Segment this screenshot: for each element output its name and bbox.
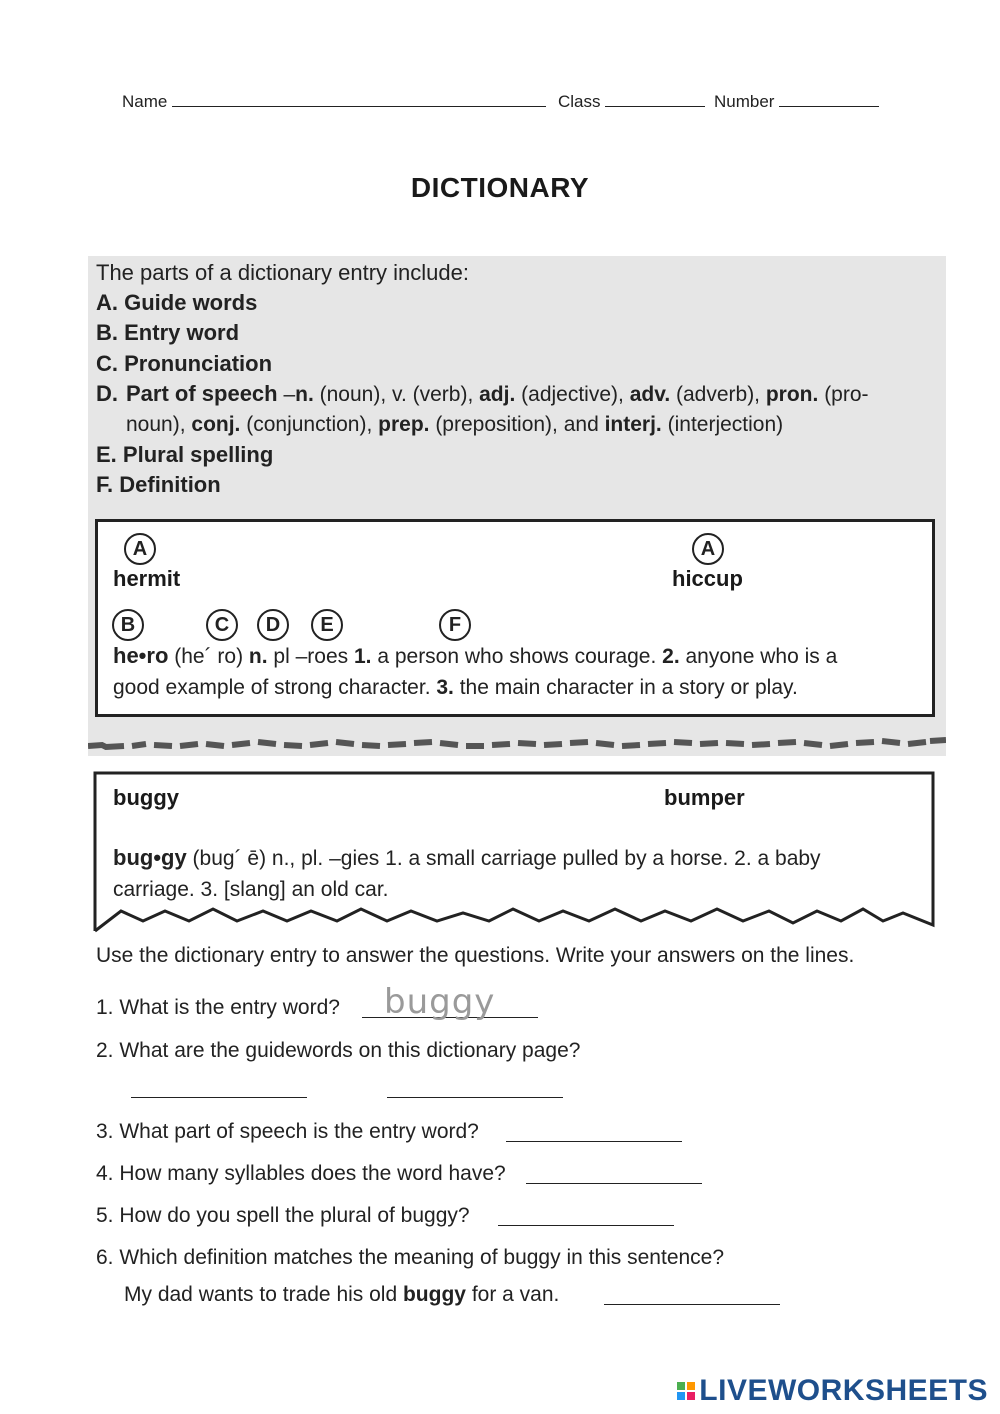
marker-e: E (311, 609, 343, 641)
marker-d: D (257, 609, 289, 641)
marker-b: B (112, 609, 144, 641)
hero-definition: he•ro (he´ ro) n. pl –roes 1. a person who shows courage. 2. anyone who is a good example of strong character. 3. the main character in a story or play. (113, 643, 838, 699)
guide-word-right: hiccup (672, 566, 743, 591)
answer-2a-line[interactable] (131, 1097, 307, 1098)
part-e: E. Plural spelling (96, 442, 274, 468)
name-label: Name (122, 92, 168, 111)
question-6: 6. Which definition matches the meaning of buggy in this sentence? (96, 1246, 725, 1269)
guide-word-left-2: buggy (113, 785, 179, 810)
page-title: DICTIONARY (410, 172, 590, 203)
question-2: 2. What are the guidewords on this dictionary page? (96, 1039, 581, 1062)
answer-2b-line[interactable] (387, 1097, 563, 1098)
parts-list (96, 258, 936, 501)
parts-intro: The parts of a dictionary entry include: (96, 260, 469, 285)
question-4: 4. How many syllables does the word have? (96, 1162, 506, 1185)
guide-word-right-2: bumper (664, 785, 745, 810)
part-c: C. Pronunciation (96, 350, 273, 376)
marker-f: F (439, 609, 471, 641)
answer-5-line[interactable] (498, 1225, 674, 1226)
answer-1-trace: buggy (384, 982, 496, 1022)
class-field[interactable] (558, 92, 705, 112)
class-label: Class (558, 92, 601, 111)
buggy-definition: bug•gy (bug´ ē) n., pl. –gies 1. a small carriage pulled by a horse. 2. a baby carriage. 3. [slang] an old car. (113, 845, 821, 901)
answer-3-line[interactable] (506, 1141, 682, 1142)
number-field[interactable] (714, 92, 879, 112)
number-label: Number (714, 92, 775, 111)
question-3: 3. What part of speech is the entry word? (96, 1120, 479, 1143)
part-a: A. Guide words (96, 290, 258, 316)
name-field[interactable] (122, 92, 546, 112)
logo-icon (677, 1382, 695, 1400)
marker-a-left: A (124, 533, 156, 565)
guide-word-left: hermit (113, 566, 181, 591)
answer-4-line[interactable] (526, 1183, 702, 1184)
torn-edge-divider (88, 734, 946, 754)
name-line[interactable] (172, 92, 546, 107)
liveworksheets-logo: LIVEWORKSHEETS (677, 1374, 988, 1408)
part-b: B. Entry word (96, 320, 240, 346)
question-1: 1. What is the entry word? (96, 996, 340, 1019)
entry-box-buggy (95, 772, 933, 932)
question-6-sentence: My dad wants to trade his old buggy for a van. (124, 1283, 560, 1306)
part-f: F. Definition (96, 472, 221, 498)
marker-c: C (206, 609, 238, 641)
instructions: Use the dictionary entry to answer the questions. Write your answers on the lines. (96, 944, 855, 967)
part-d: D. Part of speech –n. (noun), v. (verb), adj. (adjective), adv. (adverb), pron. (pro- noun), conj. (conjunction), prep. (preposition), and interj. (interjection) (96, 380, 869, 437)
class-line[interactable] (605, 92, 705, 107)
question-5: 5. How do you spell the plural of buggy? (96, 1204, 470, 1227)
answer-6-line[interactable] (604, 1304, 780, 1305)
marker-a-right: A (692, 533, 724, 565)
entry-box-hero (95, 519, 935, 717)
number-line[interactable] (779, 92, 879, 107)
